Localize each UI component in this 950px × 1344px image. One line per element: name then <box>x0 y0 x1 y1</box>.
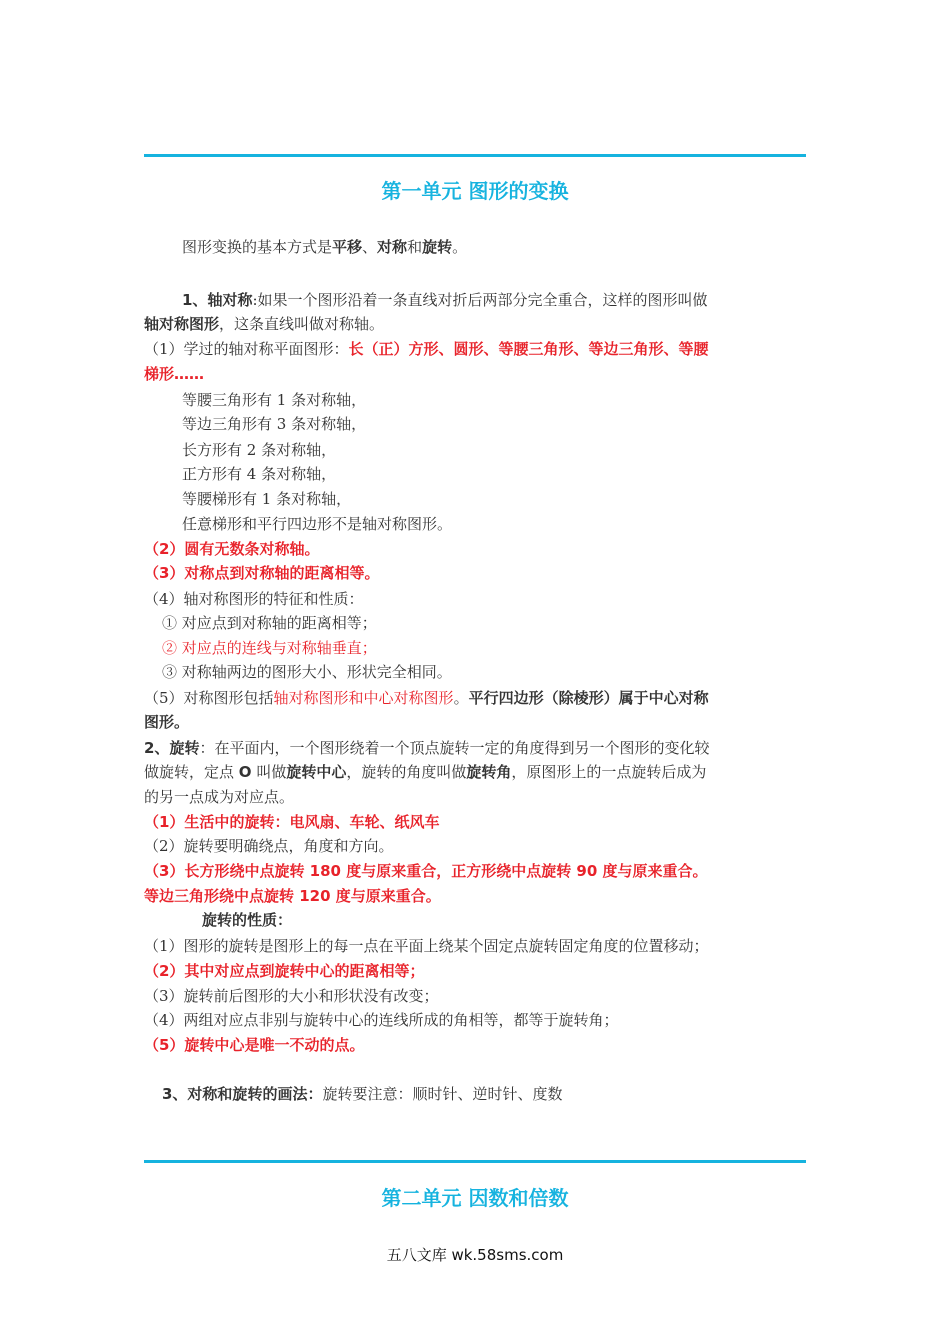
axial-symmetry-definition: 1、轴对称:如果一个图形沿着一条直线对折后两部分完全重合，这样的图形叫做 <box>182 291 708 309</box>
rotation-overlap-line-cont: 等边三角形绕中点旋转 120 度与原来重合。 <box>144 887 441 905</box>
symmetric-figures-line: （5）对称图形包括轴对称图形和中心对称图形。平行四边形（除棱形）属于中心对称 <box>144 689 709 707</box>
rotation-property-1: （1）图形的旋转是图形上的每一点在平面上绕某个固定点旋转固定角度的位置移动； <box>144 937 709 955</box>
drawing-method-line: 3、对称和旋转的画法：旋转要注意：顺时针、逆时针、度数 <box>162 1085 563 1103</box>
intro-line: 图形变换的基本方式是平移、对称和旋转。 <box>182 238 468 256</box>
rotation-requirements: （2）旋转要明确绕点，角度和方向。 <box>144 837 394 855</box>
rotation-property-3: （3）旋转前后图形的大小和形状没有改变； <box>144 987 439 1005</box>
axis-count-square: 正方形有 4 条对称轴， <box>182 465 337 483</box>
feature-1: ① 对应点到对称轴的距离相等； <box>162 614 377 632</box>
unit1-title: 第一单元 图形的变换 <box>381 179 569 203</box>
footer-watermark: 五八文库 wk.58sms.com <box>386 1246 564 1264</box>
axis-count-rectangle: 长方形有 2 条对称轴， <box>182 441 337 459</box>
rotation-property-5: （5）旋转中心是唯一不动的点。 <box>144 1036 365 1054</box>
learned-shapes-line-cont: 梯形…… <box>144 365 205 383</box>
rotation-overlap-line: （3）长方形绕中点旋转 180 度与原来重合，正方形绕中点旋转 90 度与原来重合。 <box>144 862 708 880</box>
axis-count-equilateral-triangle: 等边三角形有 3 条对称轴， <box>182 415 367 433</box>
axial-symmetry-definition-cont: 轴对称图形，这条直线叫做对称轴。 <box>144 315 385 333</box>
top-rule <box>144 154 806 157</box>
rotation-definition: 2、旋转：在平面内，一个图形绕着一个顶点旋转一定的角度得到另一个图形的变化较 <box>144 739 710 757</box>
rotation-property-2: （2）其中对应点到旋转中心的距离相等； <box>144 962 425 980</box>
axis-count-isosceles-trapezoid: 等腰梯形有 1 条对称轴， <box>182 490 352 508</box>
unit2-title: 第二单元 因数和倍数 <box>381 1186 569 1210</box>
rotation-properties-title: 旋转的性质： <box>202 911 293 929</box>
features-title: （4）轴对称图形的特征和性质： <box>144 590 364 608</box>
rotation-definition-end: 的另一点成为对应点。 <box>144 788 295 806</box>
feature-2: ② 对应点的连线与对称轴垂直； <box>162 639 377 657</box>
rotation-life-examples: （1）生活中的旋转：电风扇、车轮、纸风车 <box>144 813 440 831</box>
circle-axes-line: （2）圆有无数条对称轴。 <box>144 540 320 558</box>
feature-3: ③ 对称轴两边的图形大小、形状完全相同。 <box>162 663 452 681</box>
axis-count-non-symmetric: 任意梯形和平行四边形不是轴对称图形。 <box>182 515 453 533</box>
rotation-definition-cont: 做旋转，定点 O 叫做旋转中心，旋转的角度叫做旋转角，原图形上的一点旋转后成为 <box>144 763 707 781</box>
symmetric-points-line: （3）对称点到对称轴的距离相等。 <box>144 564 380 582</box>
axis-count-isosceles-triangle: 等腰三角形有 1 条对称轴， <box>182 391 367 409</box>
rotation-property-4: （4）两组对应点非别与旋转中心的连线所成的角相等，都等于旋转角； <box>144 1011 619 1029</box>
symmetric-figures-line-cont: 图形。 <box>144 713 190 731</box>
learned-shapes-line: （1）学过的轴对称平面图形：长（正）方形、圆形、等腰三角形、等边三角形、等腰 <box>144 340 709 358</box>
second-rule <box>144 1160 806 1163</box>
